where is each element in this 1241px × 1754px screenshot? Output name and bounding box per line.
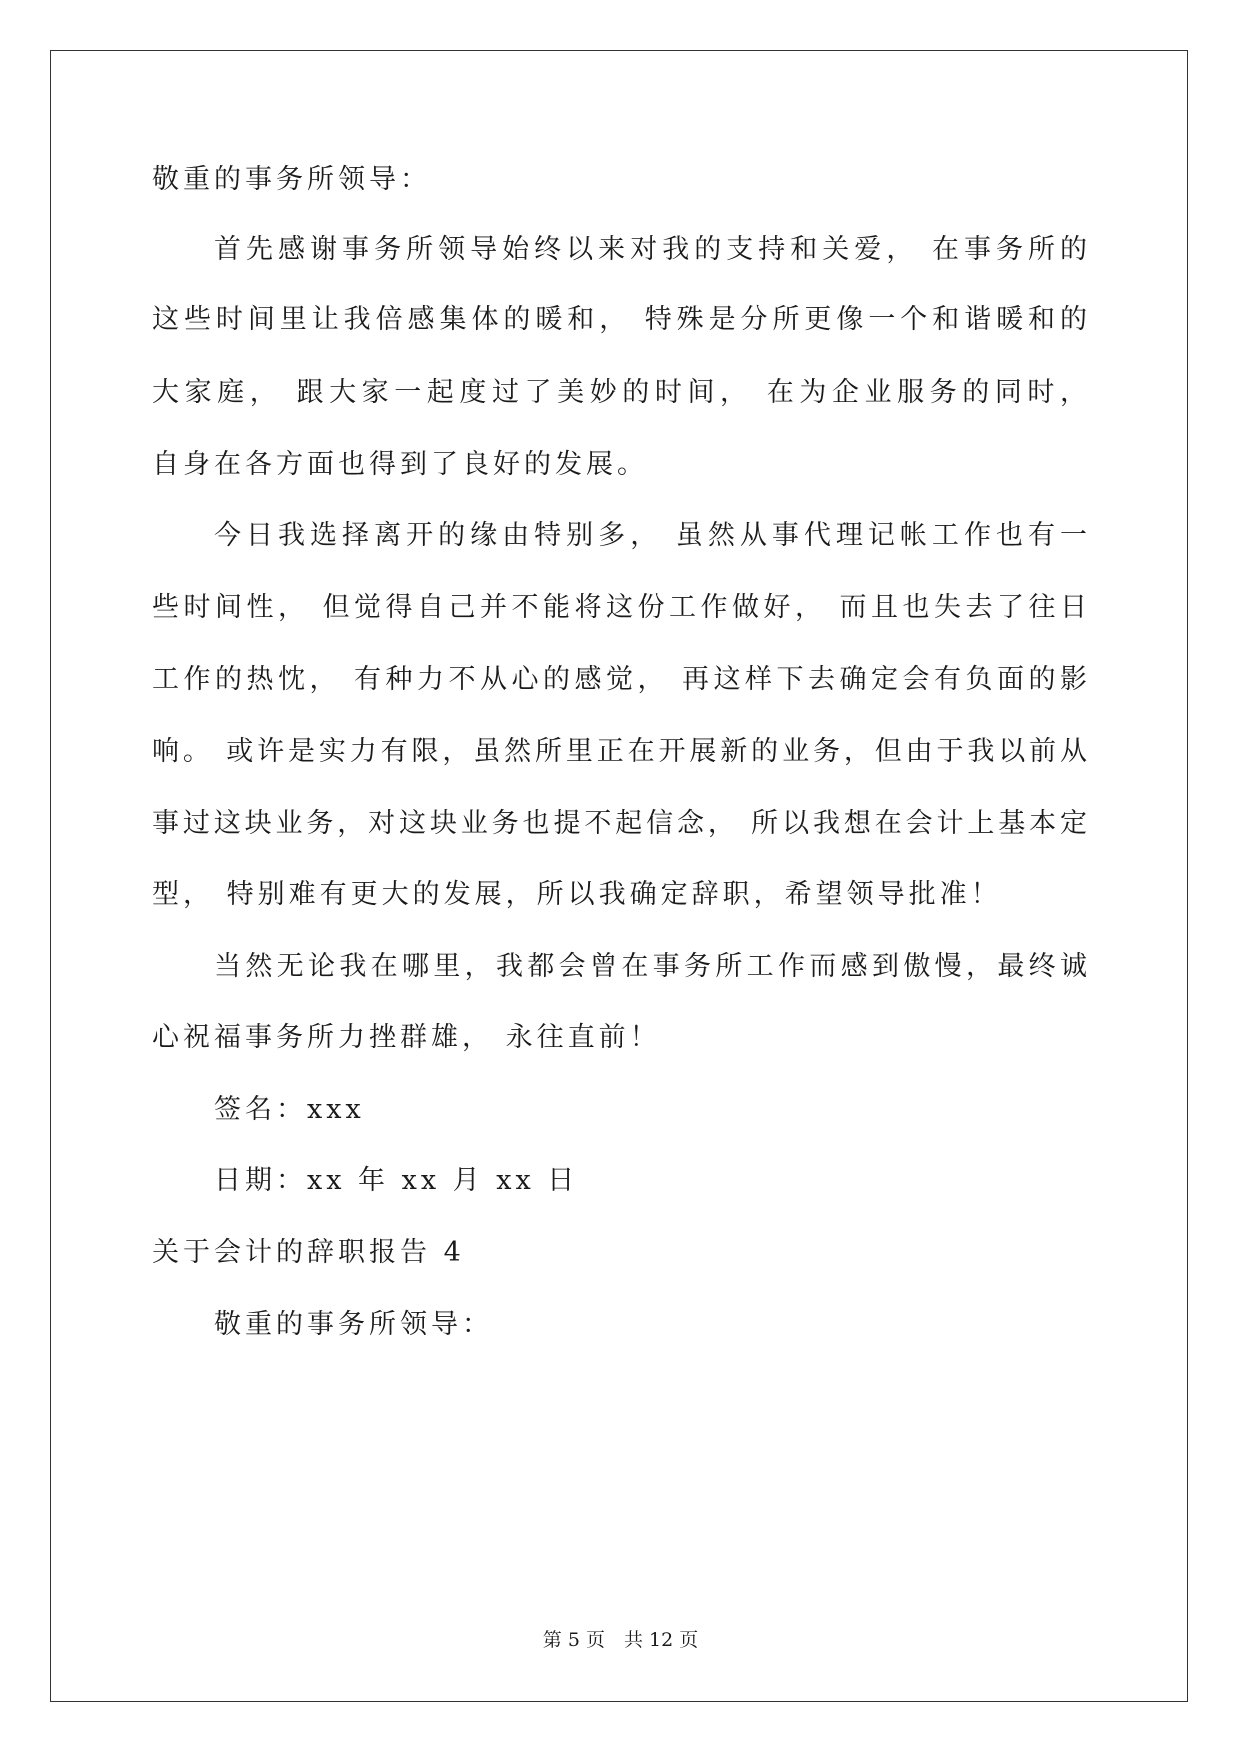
- paragraph-2-line-4: 响。 或许是实力有限，虽然所里正在开展新的业务，但由于我以前从: [152, 736, 1087, 767]
- paragraph-2-line-3: 工作的热忱， 有种力不从心的感觉， 再这样下去确定会有负面的影: [152, 664, 1087, 695]
- page-number-footer: 第 5 页 共 12 页: [542, 1629, 699, 1651]
- salutation-2: 敬重的事务所领导：: [214, 1309, 493, 1340]
- paragraph-2-line-2: 些时间性， 但觉得自己并不能将这份工作做好， 而且也失去了往日: [152, 592, 1087, 623]
- paragraph-1-line-3: 大家庭， 跟大家一起度过了美妙的时间， 在为企业服务的同时，: [152, 377, 1087, 408]
- paragraph-2-line-6: 型， 特别难有更大的发展，所以我确定辞职，希望领导批准！: [152, 879, 1002, 910]
- paragraph-3-line-2: 心祝福事务所力挫群雄， 永往直前！: [152, 1022, 661, 1053]
- salutation: 敬重的事务所领导：: [152, 164, 431, 195]
- paragraph-1-line-4: 自身在各方面也得到了良好的发展。: [152, 449, 648, 480]
- paragraph-1-line-2: 这些时间里让我倍感集体的暖和， 特殊是分所更像一个和谐暖和的: [152, 304, 1087, 335]
- section-title: 关于会计的辞职报告 4: [152, 1237, 465, 1268]
- date-line: 日期：xx 年 xx 月 xx 日: [214, 1165, 579, 1196]
- paragraph-2-line-5: 事过这块业务，对这块业务也提不起信念， 所以我想在会计上基本定: [152, 808, 1087, 839]
- signature-line: 签名：xxx: [214, 1094, 365, 1125]
- paragraph-1-line-1: 首先感谢事务所领导始终以来对我的支持和关爱， 在事务所的: [214, 234, 1087, 265]
- paragraph-3-line-1: 当然无论我在哪里，我都会曾在事务所工作而感到傲慢，最终诚: [214, 951, 1087, 982]
- paragraph-2-line-1: 今日我选择离开的缘由特别多， 虽然从事代理记帐工作也有一: [214, 520, 1087, 551]
